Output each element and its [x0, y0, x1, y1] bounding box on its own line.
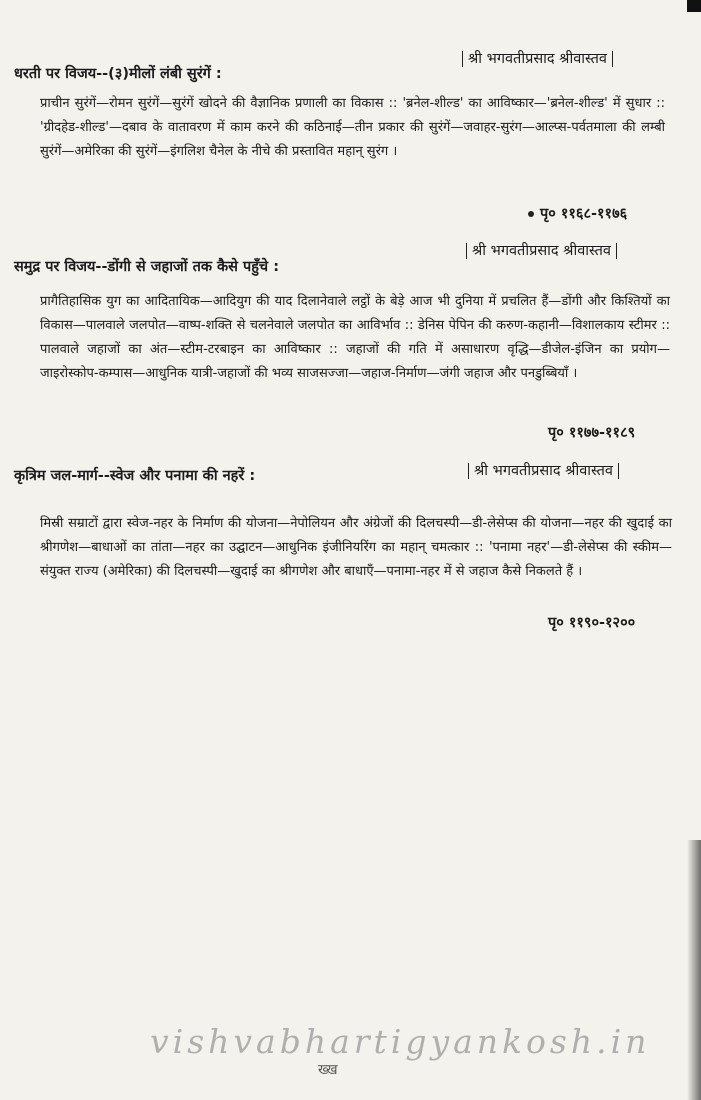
- entry-summary: प्रागैतिहासिक युग का आदितायिक—आदियुग की याद दिलानेवाले लट्ठों के बेड़े आज भी दुनिया में प्रचलित हैं—डोंगी और किश्तियों का विकास—पालवाले जलपोत—वाष्प-शक्ति से चलनेवाले जलपोत का आविर्भाव :: डेनिस पेपिन की करुण-कहानी—विशालकाय स्टीमर :: पालवाले जहाजों का अंत—स्टीम-टरबाइन का आविष्कार :: जहाजों की गति में असाधारण वृद्धि—डीजेल-इंजिन का प्रयोग—जाइरोस्कोप-कम्पास—आधुनिक यात्री-जहाजों की भव्य साजसज्जा—जहाज-निर्माण—जंगी जहाज और पनडुब्बियाँ ।: [40, 294, 670, 381]
- author-name: श्री भगवतीप्रसाद श्रीवास्तव: [466, 243, 617, 259]
- entry-heading: धरती पर विजय--(३)मीलों लंबी सुरंगें :: [14, 66, 222, 82]
- entry-author: [466, 240, 617, 260]
- entry-author: [468, 460, 619, 480]
- page-number: ख्ख: [318, 1062, 338, 1078]
- entry-heading: कृत्रिम जल-मार्ग--स्वेज और पनामा की नहरें :: [14, 468, 256, 484]
- entry-pages: [528, 203, 627, 223]
- author-name: श्री भगवतीप्रसाद श्रीवास्तव: [468, 463, 619, 479]
- page-edge-shadow: [687, 840, 701, 1100]
- entry-pages: [548, 612, 635, 632]
- entry-page-range: पृ० ११६८-११७६: [540, 206, 628, 222]
- author-name: श्री भगवतीप्रसाद श्रीवास्तव: [462, 51, 613, 67]
- watermark: vishvabhartigyankosh.in: [150, 1022, 651, 1061]
- entry-summary: प्राचीन सुरंगें—रोमन सुरंगें—सुरंगें खोदने की वैज्ञानिक प्रणाली का विकास :: 'ब्रनेल-शील्ड' का आविष्कार—'ब्रनेल-शील्ड' में सुधार :: 'ग्रीदहेड-शील्ड'—दबाव के वातावरण में काम करने की कठिनाई—तीन प्रकार की सुरंगें—जवाहर-सुरंग—आल्प्स-पर्वतमाला की लम्बी सुरंगें—अमेरिका की सुरंगें—इंगलिश चैनेल के नीचे की प्रस्तावित महान् सुरंग ।: [40, 96, 665, 159]
- entry-page-range: पृ० ११७७-११८९: [548, 425, 636, 441]
- entry-heading: समुद्र पर विजय--डोंगी से जहाजों तक कैसे पहुँचे :: [14, 259, 279, 275]
- bullet-icon: [528, 211, 534, 217]
- entry-pages: [548, 422, 635, 442]
- entry-summary: मिस्री सम्राटों द्वारा स्वेज-नहर के निर्माण की योजना—नेपोलियन और अंग्रेजों की दिलचस्पी—डी-लेसेप्स की योजना—नहर की खुदाई का श्रीगणेश—बाधाओं का तांता—नहर का उद्घाटन—आधुनिक इंजीनियरिंग का महान् चमत्कार :: 'पनामा नहर'—डी-लेसेप्स की स्कीम—संयुक्त राज्य (अमेरिका) की दिलचस्पी—खुदाई का श्रीगणेश और बाधाएँ—पनामा-नहर में से जहाज कैसे निकलते हैं ।: [40, 516, 672, 579]
- entry-page-range: पृ० ११९०-१२००: [548, 615, 636, 631]
